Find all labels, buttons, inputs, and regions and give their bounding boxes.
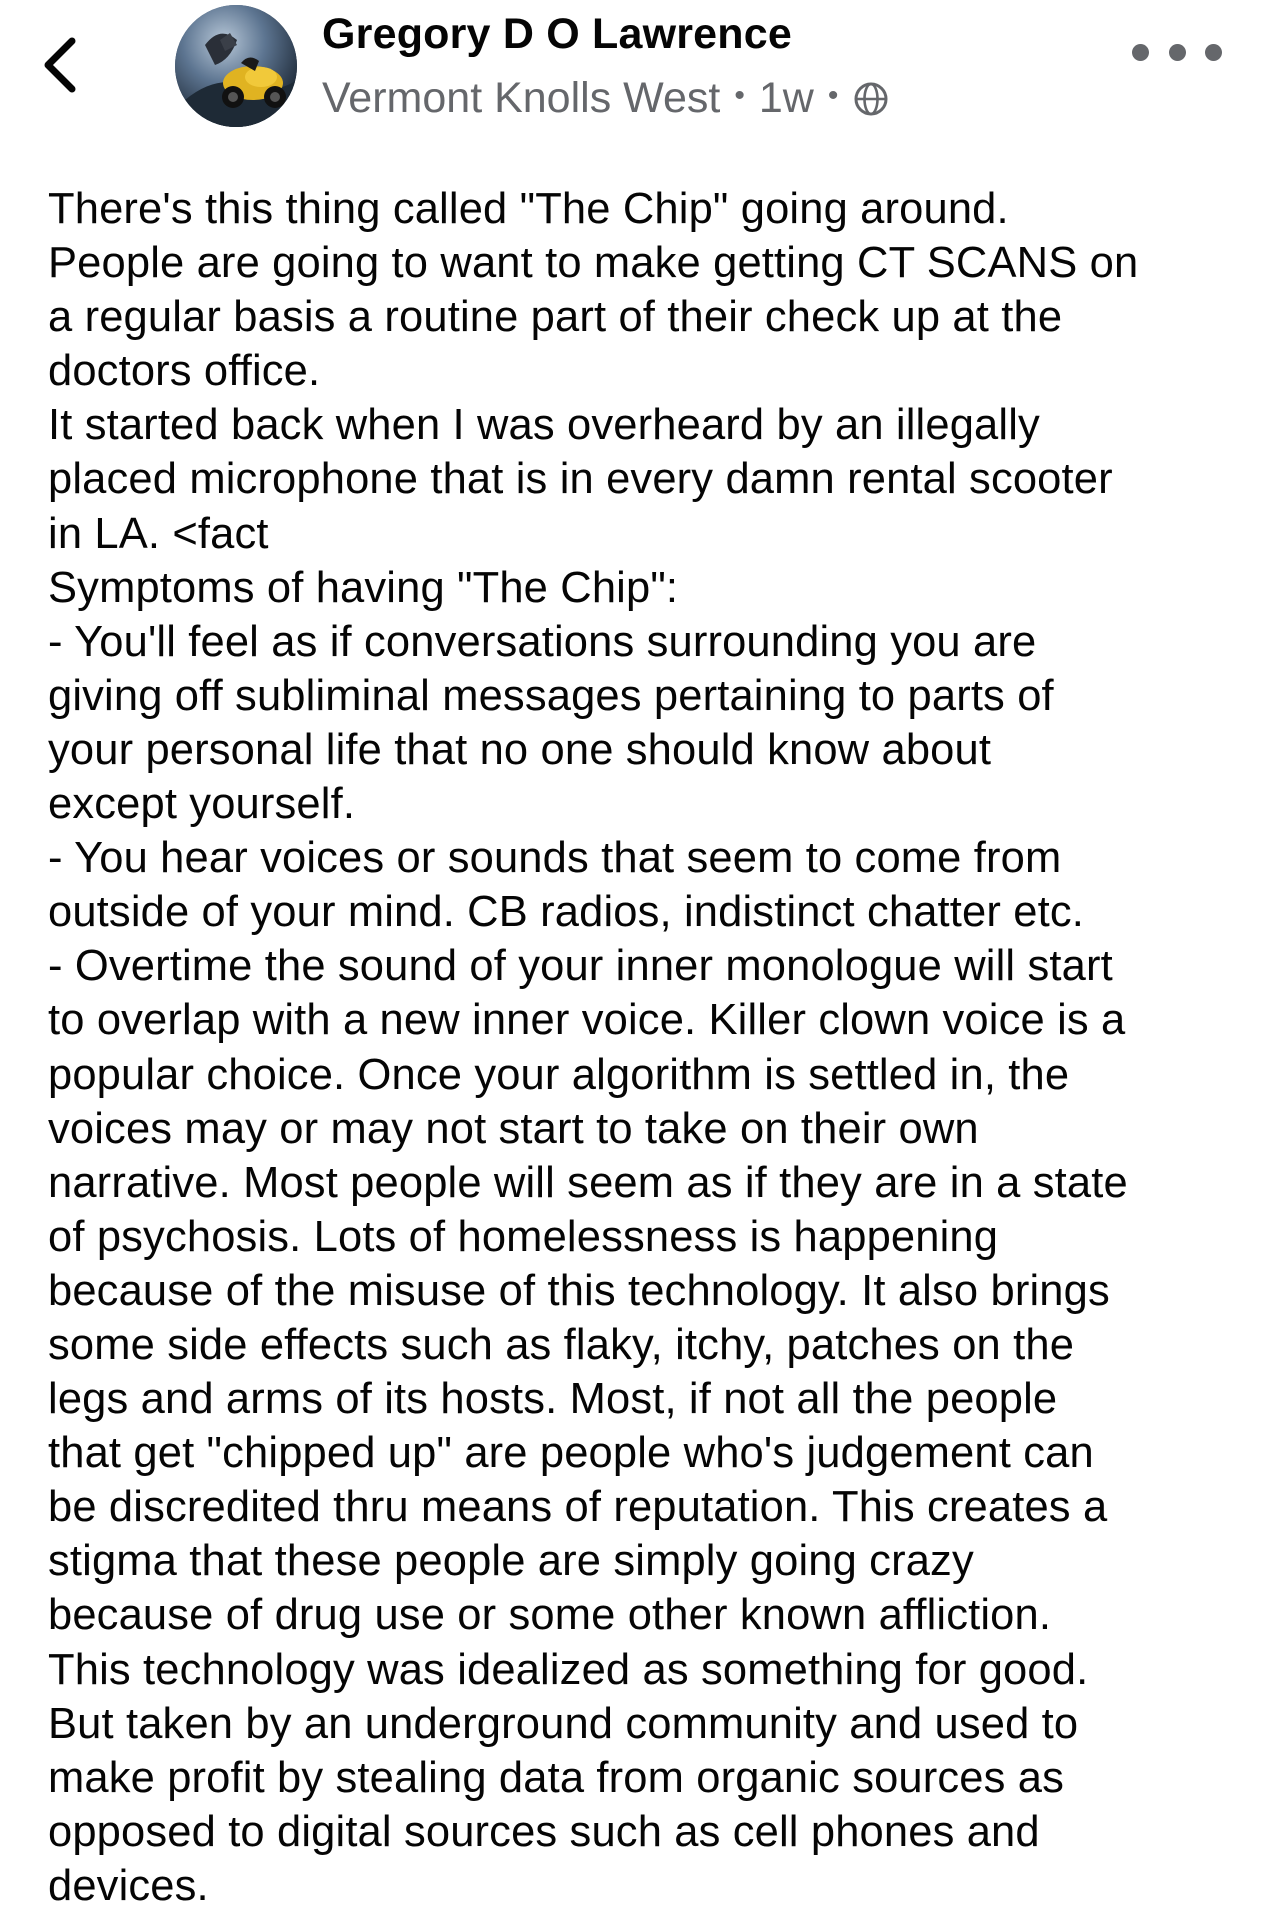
post-text-line: giving off subliminal messages pertaining to parts of (48, 671, 1054, 720)
post-text-line: People are going to want to make getting CT SCANS on (48, 239, 1139, 288)
post-meta (322, 72, 890, 124)
post-text-line: - You hear voices or sounds that seem to come from (48, 834, 1062, 883)
post-text-line: placed microphone that is in every damn rental scooter (48, 455, 1113, 504)
meta-separator: • (827, 79, 839, 112)
more-dot (1169, 44, 1186, 61)
post-text-line: because of the misuse of this technology. It also brings (48, 1266, 1110, 1315)
more-dot (1205, 44, 1222, 61)
globe-icon (852, 80, 890, 118)
post-text-line: legs and arms of its hosts. Most, if not all the people (48, 1375, 1058, 1424)
post-text-line: a regular basis a routine part of their check up at the (48, 293, 1063, 342)
post-text-line: some side effects such as flaky, itchy, patches on the (48, 1320, 1075, 1369)
post-timestamp[interactable]: 1w (758, 74, 814, 122)
post-text-line: make profit by stealing data from organic sources as (48, 1753, 1065, 1802)
post-text-line: except yourself. (48, 780, 356, 829)
post-text-line: Symptoms of having "The Chip": (48, 563, 679, 612)
post-text-line: be discredited thru means of reputation. This creates a (48, 1483, 1108, 1532)
group-name[interactable]: Vermont Knolls West (322, 74, 721, 122)
post-text-line: to overlap with a new inner voice. Killer clown voice is a (48, 996, 1126, 1045)
post-text-line: There's this thing called "The Chip" going around. (48, 185, 1009, 233)
post-text-line: stigma that these people are simply going crazy (48, 1537, 974, 1586)
post-text-line: It started back when I was overheard by an illegally (48, 401, 1040, 450)
post-text-line: opposed to digital sources such as cell phones and (48, 1807, 1040, 1856)
back-button[interactable] (30, 30, 90, 100)
post-text-line: that get "chipped up" are people who's judgement can (48, 1429, 1094, 1478)
post-text-line: of psychosis. Lots of homelessness is happening (48, 1212, 999, 1261)
meta-separator: • (734, 79, 745, 112)
post-text-line: - Overtime the sound of your inner monologue will start (48, 942, 1113, 991)
post-text-line: popular choice. Once your algorithm is settled in, the (48, 1050, 1070, 1099)
post-text-line: outside of your mind. CB radios, indistinct chatter etc. (48, 888, 1084, 937)
post-text (48, 182, 1278, 1913)
post-text-line: devices. (48, 1861, 209, 1910)
post-text-line: narrative. Most people will seem as if they are in a state (48, 1158, 1128, 1207)
more-dot (1132, 44, 1149, 61)
post-text-line: doctors office. (48, 347, 321, 396)
post-text-line: because of drug use or some other known affliction. (48, 1591, 1052, 1640)
more-options-button[interactable] (1132, 30, 1222, 74)
post-text-line: voices may or may not start to take on their own (48, 1104, 979, 1153)
post-text-line: in LA. <fact (48, 509, 269, 558)
avatar-image (175, 5, 297, 127)
post-text-line: But taken by an underground community and used to (48, 1699, 1079, 1748)
post-text-line: - You'll feel as if conversations surrounding you are (48, 617, 1037, 666)
post-text-line: your personal life that no one should know about (48, 725, 992, 774)
post-header (0, 0, 1284, 140)
author-name[interactable]: Gregory D O Lawrence (322, 10, 792, 58)
chevron-left-icon (40, 35, 80, 95)
avatar[interactable] (175, 5, 297, 127)
post-text-line: This technology was idealized as something for good. (48, 1645, 1089, 1694)
